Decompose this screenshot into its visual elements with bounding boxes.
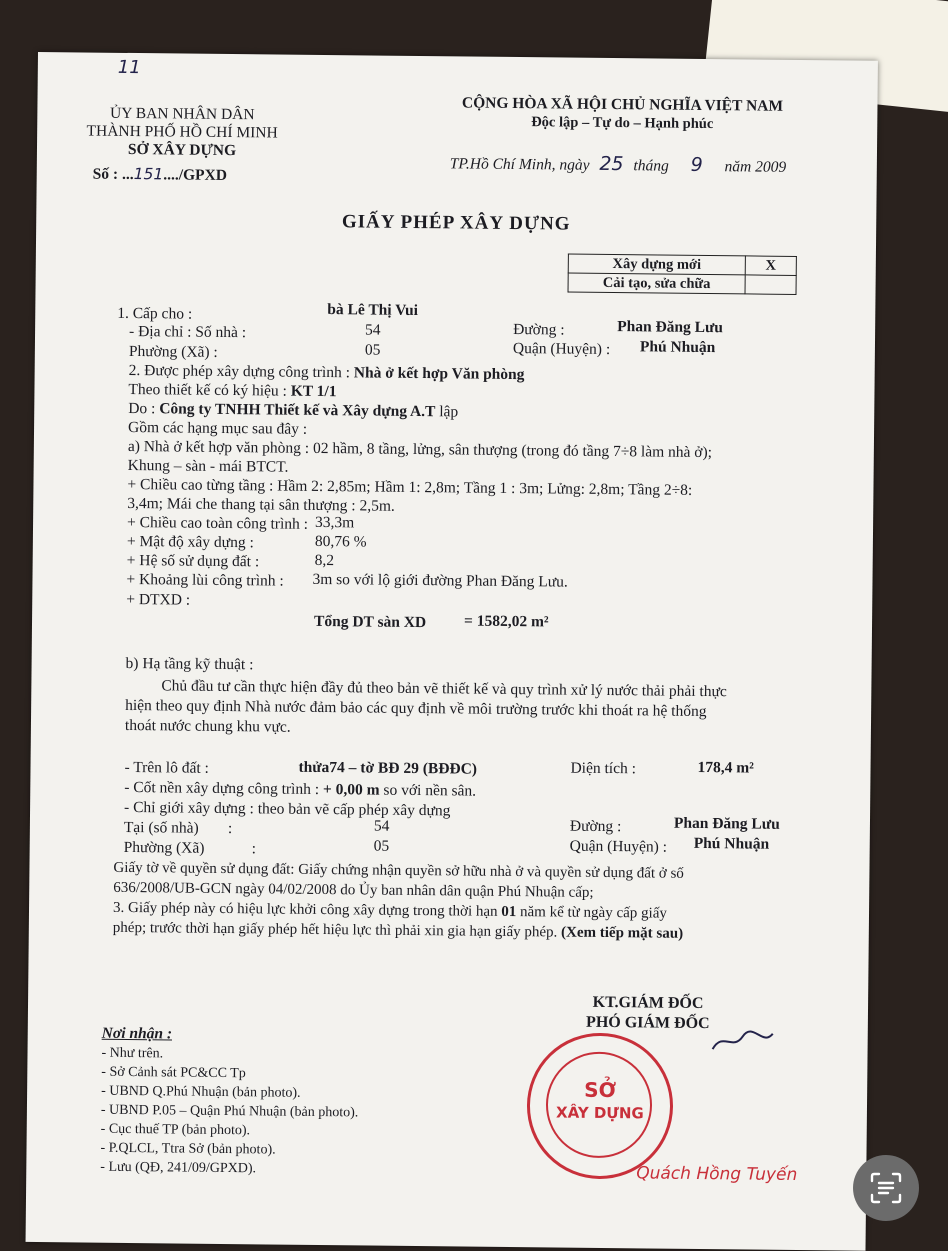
republic-motto: Độc lập – Tự do – Hạnh phúc — [531, 114, 714, 133]
address-label: - Địa chỉ : Số nhà : — [128, 322, 247, 342]
validity-line2 — [113, 919, 683, 943]
at-house-colon: : — [227, 820, 233, 838]
recipient-item: - Cục thuế TP (bản photo). — [100, 1121, 251, 1139]
permit-type-row — [568, 254, 796, 275]
stamp-text-2: XÂY DỰNG — [555, 1103, 644, 1123]
recipient-item: - P.QLCL, Ttra Sở (bản photo). — [100, 1140, 276, 1158]
lot-value: thửa74 – tờ BĐ 29 (BĐĐC) — [298, 758, 478, 778]
density-value: 80,76 % — [314, 532, 367, 551]
setback-label: + Khoảng lùi công trình : — [126, 570, 284, 590]
grantee-label: 1. Cấp cho : — [117, 304, 193, 323]
issue-date — [450, 153, 787, 177]
scan-text-button[interactable] — [853, 1155, 919, 1221]
design-code: KT 1/1 — [290, 382, 337, 401]
at-district-value: Phú Nhuận — [693, 834, 770, 853]
dtxd-label: + DTXD : — [126, 590, 191, 609]
agency-line2: THÀNH PHỐ HỒ CHÍ MINH — [86, 122, 278, 142]
stamp-text-1: SỞ — [584, 1077, 617, 1103]
document-title: GIẤY PHÉP XÂY DỰNG — [341, 211, 571, 235]
number-label: Số : ... — [92, 165, 134, 184]
house-number: 54 — [365, 321, 381, 339]
validity-years: 01 — [501, 903, 517, 921]
at-street-value: Phan Đăng Lưu — [673, 814, 780, 833]
recipients-label: Nơi nhận : — [101, 1024, 173, 1043]
recipient-item: - Lưu (QĐ, 241/09/GPXD). — [100, 1159, 257, 1177]
signature-scribble-icon — [707, 1021, 777, 1062]
far-value: 8,2 — [314, 551, 335, 570]
at-ward-label: Phường (Xã) — [123, 838, 205, 857]
elevation-line — [124, 779, 476, 801]
floor-area-label: Tổng DT sàn XD — [313, 612, 427, 632]
recipient-item: - UBND P.05 – Quận Phú Nhuận (bản photo). — [100, 1102, 359, 1121]
far-label: + Hệ số sử dụng đất : — [126, 551, 260, 571]
see-back-note: (Xem tiếp mặt sau) — [560, 924, 684, 942]
at-house-value: 54 — [373, 817, 390, 835]
at-street-label: Đường : — [569, 817, 622, 836]
date-month-label: tháng — [633, 157, 669, 175]
land-doc-line2: 636/2008/UB-GCN ngày 04/02/2008 do Ủy ban nhân dân quận Phú Nhuận cấp; — [113, 879, 594, 901]
items-intro: Gồm các hạng mục sau đây : — [127, 418, 308, 438]
date-day: 25 — [599, 152, 624, 176]
permit-type-row — [568, 273, 796, 294]
floor-heights-line2: 3,4m; Mái che thang tại sân thượng : 2,5m. — [127, 494, 395, 515]
density-label: + Mật độ xây dựng : — [126, 532, 254, 552]
setback-value: 3m so với lộ giới đường Phan Đăng Lưu. — [312, 570, 568, 591]
number-suffix: ..../GPXD — [163, 166, 228, 184]
validity-text-a: 3. Giấy phép này có hiệu lực khởi công xây dựng trong thời hạn — [112, 899, 498, 920]
date-month: 9 — [690, 153, 703, 176]
handwritten-mark: 11 — [117, 56, 141, 79]
boundary-line: - Chỉ giới xây dựng : theo bản vẽ cấp phép xây dựng — [124, 798, 451, 820]
elevation-value: + 0,00 m — [322, 781, 380, 799]
signature-title-2: PHÓ GIÁM ĐỐC — [585, 1013, 710, 1033]
agency-line3: SỞ XÂY DỰNG — [127, 140, 237, 160]
project-label: 2. Được phép xây dựng công trình : — [128, 361, 351, 382]
total-height-label: + Chiều cao toàn công trình : — [126, 513, 309, 533]
at-district-label: Quận (Huyện) : — [569, 837, 668, 856]
street-label: Đường : — [513, 320, 565, 339]
ward-value: 05 — [364, 341, 381, 359]
designer-company: Công ty TNHH Thiết kế và Xây dựng A.T — [159, 400, 436, 421]
at-ward-value: 05 — [373, 837, 390, 855]
street-value: Phan Đăng Lưu — [617, 318, 724, 337]
project-value: Nhà ở kết hợp Văn phòng — [353, 364, 525, 384]
item-a-line2: Khung – sàn - mái BTCT. — [127, 456, 289, 476]
floor-heights-line1: + Chiều cao từng tầng : Hầm 2: 2,85m; Hầm 1: 2,8m; Tầng 1 : 3m; Lửng: 2,8m; Tầng 2÷8: — [127, 475, 693, 499]
ward-label: Phường (Xã) : — [128, 342, 218, 361]
area-label: Diện tích : — [570, 759, 637, 778]
at-house-label: Tại (số nhà) — [123, 818, 199, 837]
number-value: 151 — [133, 165, 164, 184]
at-ward-colon: : — [251, 840, 257, 858]
designer-line — [128, 400, 458, 421]
infrastructure-line3: thoát nước chung khu vực. — [124, 716, 291, 736]
permit-type-mark — [745, 275, 796, 295]
designer-label: Do : — [128, 399, 156, 418]
recipient-item: - Sở Cảnh sát PC&CC Tp — [101, 1064, 246, 1082]
item-a-line1: a) Nhà ở kết hợp văn phòng : 02 hầm, 8 tầng, lửng, sân thượng (trong đó tầng 7÷8 làm nhà ở); — [127, 437, 713, 462]
land-doc-line1: Giấy tờ về quyền sử dụng đất: Giấy chứng nhận quyền sở hữu nhà ở và quyền sử dụng đất ở số — [113, 859, 684, 882]
recipient-item: - UBND Q.Phú Nhuận (bản photo). — [101, 1083, 301, 1101]
permit-type-mark: X — [745, 256, 796, 276]
grantee-name: bà Lê Thị Vui — [327, 301, 419, 319]
design-label: Theo thiết kế có ký hiệu : — [128, 380, 287, 400]
area-value: 178,4 m² — [697, 758, 754, 777]
republic-title: CỘNG HÒA XÃ HỘI CHỦ NGHĨA VIỆT NAM — [461, 94, 784, 115]
permit-type-label: Xây dựng mới — [568, 254, 745, 275]
signer-name: Quách Hồng Tuyến — [636, 1163, 798, 1186]
infrastructure-line1: Chủ đầu tư cần thực hiện đầy đủ theo bản vẽ thiết kế và quy trình xử lý nước thải phải thực — [161, 677, 727, 701]
date-year: năm 2009 — [724, 158, 787, 176]
permit-type-table — [568, 254, 797, 295]
signature-title-1: KT.GIÁM ĐỐC — [592, 993, 704, 1013]
permit-number — [93, 165, 227, 185]
elevation-suffix: so với nền sân. — [383, 781, 477, 800]
infrastructure-line2: hiện theo quy định Nhà nước đảm bảo các quy định về môi trường trước khi thoát ra hệ thống — [125, 696, 707, 721]
district-value: Phú Nhuận — [639, 338, 716, 357]
validity-text-c: năm kể từ ngày cấp giấy — [519, 904, 667, 922]
elevation-label: - Cốt nền xây dựng công trình : — [124, 778, 320, 798]
lot-label: - Trên lô đất : — [124, 758, 210, 777]
recipient-item: - Như trên. — [101, 1045, 164, 1062]
infrastructure-label: b) Hạ tầng kỹ thuật : — [125, 654, 254, 674]
agency-line1: ỦY BAN NHÂN DÂN — [110, 104, 255, 124]
scan-text-icon — [869, 1171, 903, 1205]
district-label: Quận (Huyện) : — [512, 339, 611, 359]
total-height-value: 33,3m — [314, 513, 355, 532]
permit-document — [26, 52, 878, 1251]
date-prefix: TP.Hồ Chí Minh, ngày — [449, 155, 590, 174]
designer-suffix: lập — [439, 403, 459, 421]
validity-text-d: phép; trước thời hạn giấy phép hết hiệu lực thì phải xin gia hạn giấy phép. — [112, 919, 558, 941]
floor-area-value: = 1582,02 m² — [463, 612, 549, 631]
permit-type-label: Cải tạo, sửa chữa — [568, 273, 745, 294]
official-stamp — [526, 1032, 674, 1180]
design-line — [128, 381, 336, 401]
